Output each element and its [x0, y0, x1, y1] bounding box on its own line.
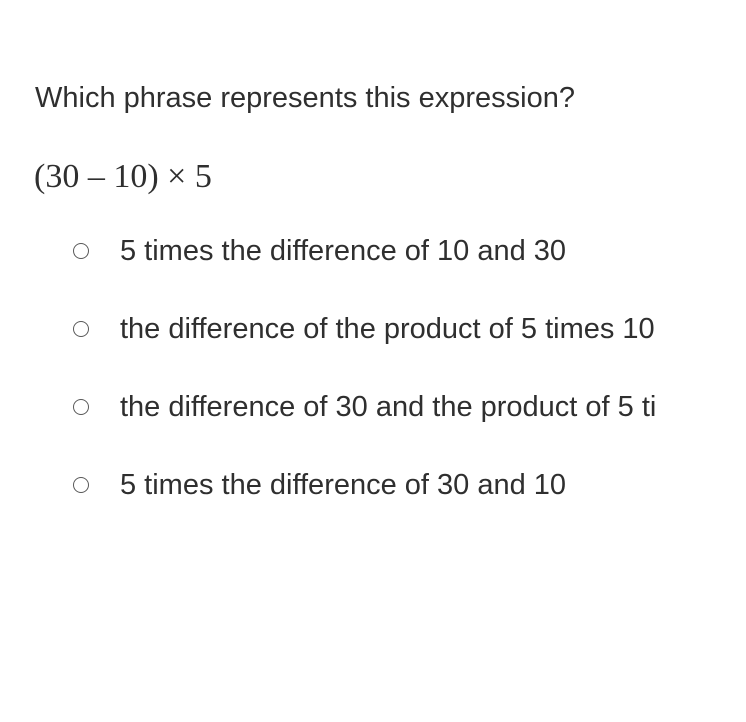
- radio-unchecked-icon[interactable]: [73, 243, 89, 259]
- answer-choice-4[interactable]: [0, 464, 746, 508]
- radio-unchecked-icon[interactable]: [73, 399, 89, 415]
- choice-label: the difference of the product of 5 times 10: [120, 313, 655, 345]
- radio-unchecked-icon[interactable]: [73, 477, 89, 493]
- math-expression: (30 – 10) × 5: [34, 158, 212, 195]
- choice-label: the difference of 30 and the product of 5 ti: [120, 391, 657, 423]
- answer-choice-3[interactable]: [0, 386, 746, 430]
- question-text: Which phrase represents this expression?: [35, 82, 575, 114]
- answer-choice-2[interactable]: [0, 308, 746, 352]
- choice-label: 5 times the difference of 10 and 30: [120, 235, 567, 267]
- radio-unchecked-icon[interactable]: [73, 321, 89, 337]
- choice-label: 5 times the difference of 30 and 10: [120, 469, 567, 501]
- answer-choice-1[interactable]: [0, 230, 746, 274]
